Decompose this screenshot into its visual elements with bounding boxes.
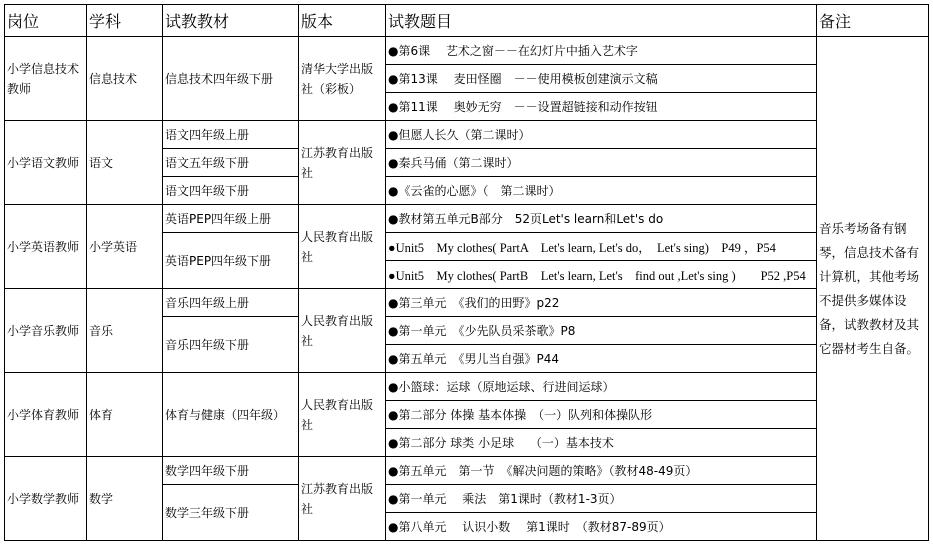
subject-cell: 音乐	[87, 289, 163, 373]
topic-text: 第八单元 认识小数 第1课时 （教材87-89页）	[398, 520, 671, 534]
version-cell: 人民教育出版社	[299, 205, 386, 289]
bullet-icon: ●	[388, 44, 399, 58]
table-row	[5, 121, 929, 149]
position-cell: 小学语文教师	[5, 121, 87, 205]
topic-cell	[386, 37, 817, 65]
topic-text: 秦兵马俑（第二课时）	[398, 156, 519, 170]
exam-table	[4, 4, 929, 541]
topic-text: 小篮球：运球（原地运球、行进间运球）	[398, 380, 615, 394]
topic-cell	[386, 317, 817, 345]
header-subject: 学科	[87, 5, 163, 37]
table-row	[5, 373, 929, 401]
bullet-icon: ●	[388, 268, 396, 283]
topic-cell	[386, 177, 817, 205]
bullet-icon: ●	[388, 72, 399, 86]
topic-cell	[386, 65, 817, 93]
table-row	[5, 289, 929, 317]
position-cell: 小学信息技术教师	[5, 37, 87, 121]
topic-cell	[386, 93, 817, 121]
topic-cell	[386, 457, 817, 485]
material-cell: 音乐四年级下册	[163, 317, 299, 373]
table-row	[5, 457, 929, 485]
topic-cell	[386, 233, 817, 261]
material-cell: 音乐四年级上册	[163, 289, 299, 317]
topic-cell	[386, 485, 817, 513]
topic-text: 第6课 艺术之窗－－在幻灯片中插入艺术字	[398, 44, 638, 58]
subject-cell: 小学英语	[87, 205, 163, 289]
bullet-icon: ●	[388, 408, 399, 422]
bullet-icon: ●	[388, 520, 399, 534]
topic-text: Unit5 My clothes( PartB Let's learn, Let's find out ,Let's sing ) P52 ,P54	[395, 268, 806, 283]
bullet-icon: ●	[388, 380, 399, 394]
topic-cell	[386, 429, 817, 457]
material-cell: 体育与健康（四年级）	[163, 373, 299, 457]
topic-cell	[386, 513, 817, 541]
header-version: 版本	[299, 5, 386, 37]
bullet-icon: ●	[388, 436, 399, 450]
topic-cell	[386, 149, 817, 177]
note-cell: 音乐考场备有钢琴，信息技术备有计算机，其他考场不提供多媒体设备，试教教材及其它器材考生自备。	[817, 37, 929, 541]
material-cell: 英语PEP四年级下册	[163, 233, 299, 289]
topic-text: 第13课 麦田怪圈 －－使用模板创建演示文稿	[398, 72, 658, 86]
topic-cell	[386, 289, 817, 317]
topic-text: 第一单元 《少先队员采茶歌》P8	[398, 324, 576, 338]
bullet-icon: ●	[388, 492, 399, 506]
bullet-icon: ●	[388, 324, 399, 338]
bullet-icon: ●	[388, 156, 399, 170]
subject-cell: 信息技术	[87, 37, 163, 121]
subject-cell: 语文	[87, 121, 163, 205]
bullet-icon: ●	[388, 128, 399, 142]
version-cell: 人民教育出版社	[299, 373, 386, 457]
material-cell: 语文四年级上册	[163, 121, 299, 149]
subject-cell: 体育	[87, 373, 163, 457]
bullet-icon: ●	[388, 464, 399, 478]
topic-text: 第三单元 《我们的田野》p22	[398, 296, 560, 310]
topic-cell	[386, 373, 817, 401]
table-row	[5, 205, 929, 233]
version-cell: 清华大学出版社（彩板）	[299, 37, 386, 121]
topic-cell	[386, 121, 817, 149]
material-cell: 英语PEP四年级上册	[163, 205, 299, 233]
topic-cell	[386, 345, 817, 373]
topic-text: 第11课 奥妙无穷 －－设置超链接和动作按钮	[398, 100, 658, 114]
topic-text: Unit5 My clothes( PartA Let's learn, Let's do， Let's sing) P49 ，P54	[395, 240, 776, 255]
topic-text: 《云雀的心愿》（ 第二课时）	[398, 184, 561, 198]
topic-text: 但愿人长久（第二课时）	[398, 128, 531, 142]
header-material: 试教教材	[163, 5, 299, 37]
topic-text: 第二部分 球类 小足球 （一）基本技术	[398, 436, 614, 450]
subject-cell: 数学	[87, 457, 163, 541]
bullet-icon: ●	[388, 212, 399, 226]
bullet-icon: ●	[388, 352, 399, 366]
header-topic: 试教题目	[386, 5, 817, 37]
topic-text: 第五单元 《男儿当自强》P44	[398, 352, 559, 366]
bullet-icon: ●	[388, 240, 396, 255]
position-cell: 小学音乐教师	[5, 289, 87, 373]
topic-text: 第二部分 体操 基本体操 （一）队列和体操队形	[398, 408, 653, 422]
topic-cell	[386, 401, 817, 429]
topic-cell	[386, 261, 817, 289]
material-cell: 语文五年级下册	[163, 149, 299, 177]
material-cell: 数学三年级下册	[163, 485, 299, 541]
bullet-icon: ●	[388, 184, 399, 198]
version-cell: 江苏教育出版社	[299, 457, 386, 541]
position-cell: 小学数学教师	[5, 457, 87, 541]
topic-text: 教材第五单元B部分 52页Let's learn和Let's do	[398, 212, 664, 226]
topic-text: 第一单元 乘法 第1课时（教材1-3页）	[398, 492, 622, 506]
topic-text: 第五单元 第一节 《解决问题的策略》（教材48-49页）	[398, 464, 698, 478]
version-cell: 江苏教育出版社	[299, 121, 386, 205]
material-cell: 数学四年级下册	[163, 457, 299, 485]
table-row	[5, 37, 929, 65]
header-position: 岗位	[5, 5, 87, 37]
header-row	[5, 5, 929, 37]
material-cell: 语文四年级下册	[163, 177, 299, 205]
bullet-icon: ●	[388, 296, 399, 310]
bullet-icon: ●	[388, 100, 399, 114]
header-note: 备注	[817, 5, 929, 37]
version-cell: 人民教育出版社	[299, 289, 386, 373]
position-cell: 小学英语教师	[5, 205, 87, 289]
topic-cell	[386, 205, 817, 233]
position-cell: 小学体育教师	[5, 373, 87, 457]
material-cell: 信息技术四年级下册	[163, 37, 299, 121]
